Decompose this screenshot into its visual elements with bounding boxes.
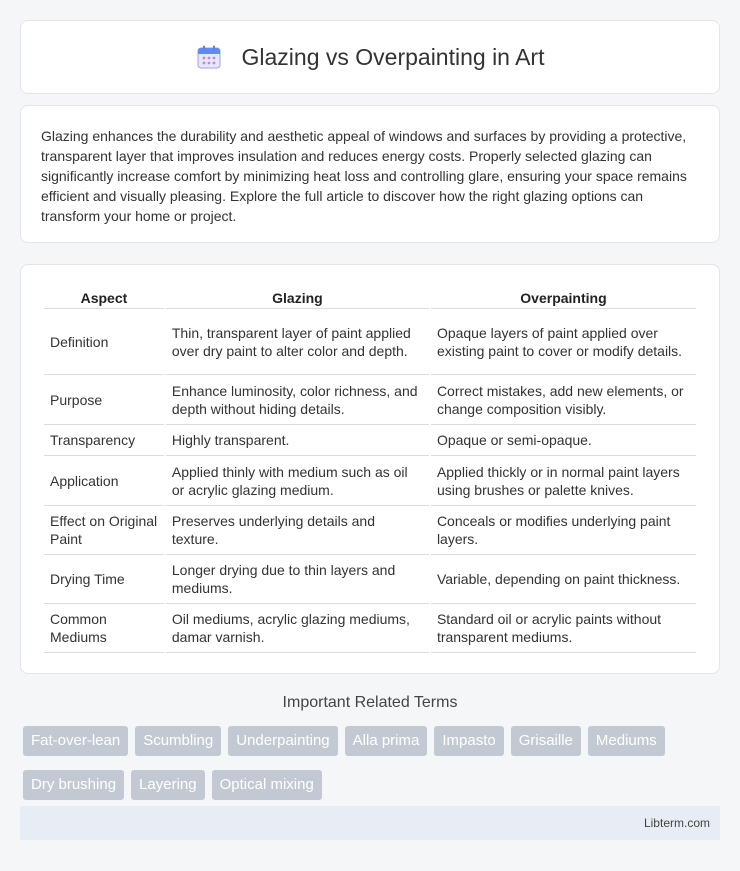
overpainting-cell: Opaque or semi-opaque. bbox=[431, 425, 696, 456]
table-row bbox=[44, 425, 696, 456]
glazing-cell: Applied thinly with medium such as oil or acrylic glazing medium. bbox=[166, 456, 429, 506]
tag-impasto[interactable]: Impasto bbox=[434, 726, 503, 756]
footer-site-link[interactable]: Libterm.com bbox=[643, 816, 710, 830]
glazing-cell: Longer drying due to thin layers and mediums. bbox=[166, 555, 429, 604]
aspect-cell: Purpose bbox=[44, 375, 164, 425]
comparison-table-card bbox=[20, 264, 720, 674]
glazing-cell: Enhance luminosity, color richness, and depth without hiding details. bbox=[166, 375, 429, 425]
page-title: Glazing vs Overpainting in Art bbox=[241, 43, 545, 70]
footer bbox=[20, 806, 720, 840]
table-row bbox=[44, 309, 696, 375]
table-row bbox=[44, 456, 696, 506]
related-terms-list bbox=[23, 726, 723, 800]
glazing-cell: Thin, transparent layer of paint applied over dry paint to alter color and depth. bbox=[166, 309, 429, 375]
tag-layering[interactable]: Layering bbox=[131, 770, 205, 800]
aspect-cell: Application bbox=[44, 456, 164, 506]
overpainting-cell: Applied thickly or in normal paint layers using brushes or palette knives. bbox=[431, 456, 696, 506]
tag-dry-brushing[interactable]: Dry brushing bbox=[23, 770, 124, 800]
title-card bbox=[20, 20, 720, 94]
table-row bbox=[44, 555, 696, 604]
aspect-cell: Drying Time bbox=[44, 555, 164, 604]
aspect-cell: Effect on Original Paint bbox=[44, 506, 164, 555]
overpainting-cell: Standard oil or acrylic paints without transparent mediums. bbox=[431, 604, 696, 653]
aspect-cell: Definition bbox=[44, 309, 164, 375]
header-glazing: Glazing bbox=[166, 283, 429, 309]
aspect-cell: Common Mediums bbox=[44, 604, 164, 653]
intro-card bbox=[20, 105, 720, 243]
glazing-cell: Highly transparent. bbox=[166, 425, 429, 456]
tag-alla-prima[interactable]: Alla prima bbox=[345, 726, 428, 756]
intro-text: Glazing enhances the durability and aesthetic appeal of windows and surfaces by providing a protective, transparent layer that improves insulation and reduces energy costs. Properly selected glazing can significantly increase comfort by minimizing heat loss and controlling glare, ensuring your space remains efficient and visually pleasing. Explore the full article to discover how the right glazing options can transform your home or project. bbox=[41, 128, 687, 224]
overpainting-cell: Opaque layers of paint applied over existing paint to cover or modify details. bbox=[431, 309, 696, 375]
overpainting-cell: Variable, depending on paint thickness. bbox=[431, 555, 696, 604]
header-aspect: Aspect bbox=[44, 283, 164, 309]
tag-optical-mixing[interactable]: Optical mixing bbox=[212, 770, 322, 800]
glazing-cell: Oil mediums, acrylic glazing mediums, damar varnish. bbox=[166, 604, 429, 653]
header-overpainting: Overpainting bbox=[431, 283, 696, 309]
comparison-table bbox=[42, 283, 698, 653]
tag-mediums[interactable]: Mediums bbox=[588, 726, 665, 756]
tag-grisaille[interactable]: Grisaille bbox=[511, 726, 581, 756]
calendar-icon bbox=[196, 44, 222, 70]
tag-scumbling[interactable]: Scumbling bbox=[135, 726, 221, 756]
related-terms-title: Important Related Terms bbox=[282, 694, 458, 711]
table-row bbox=[44, 375, 696, 425]
aspect-cell: Transparency bbox=[44, 425, 164, 456]
overpainting-cell: Conceals or modifies underlying paint layers. bbox=[431, 506, 696, 555]
overpainting-cell: Correct mistakes, add new elements, or change composition visibly. bbox=[431, 375, 696, 425]
tag-underpainting[interactable]: Underpainting bbox=[228, 726, 337, 756]
glazing-cell: Preserves underlying details and texture. bbox=[166, 506, 429, 555]
table-row bbox=[44, 604, 696, 653]
table-header-row bbox=[44, 283, 696, 309]
table-row bbox=[44, 506, 696, 555]
tag-fat-over-lean[interactable]: Fat-over-lean bbox=[23, 726, 128, 756]
